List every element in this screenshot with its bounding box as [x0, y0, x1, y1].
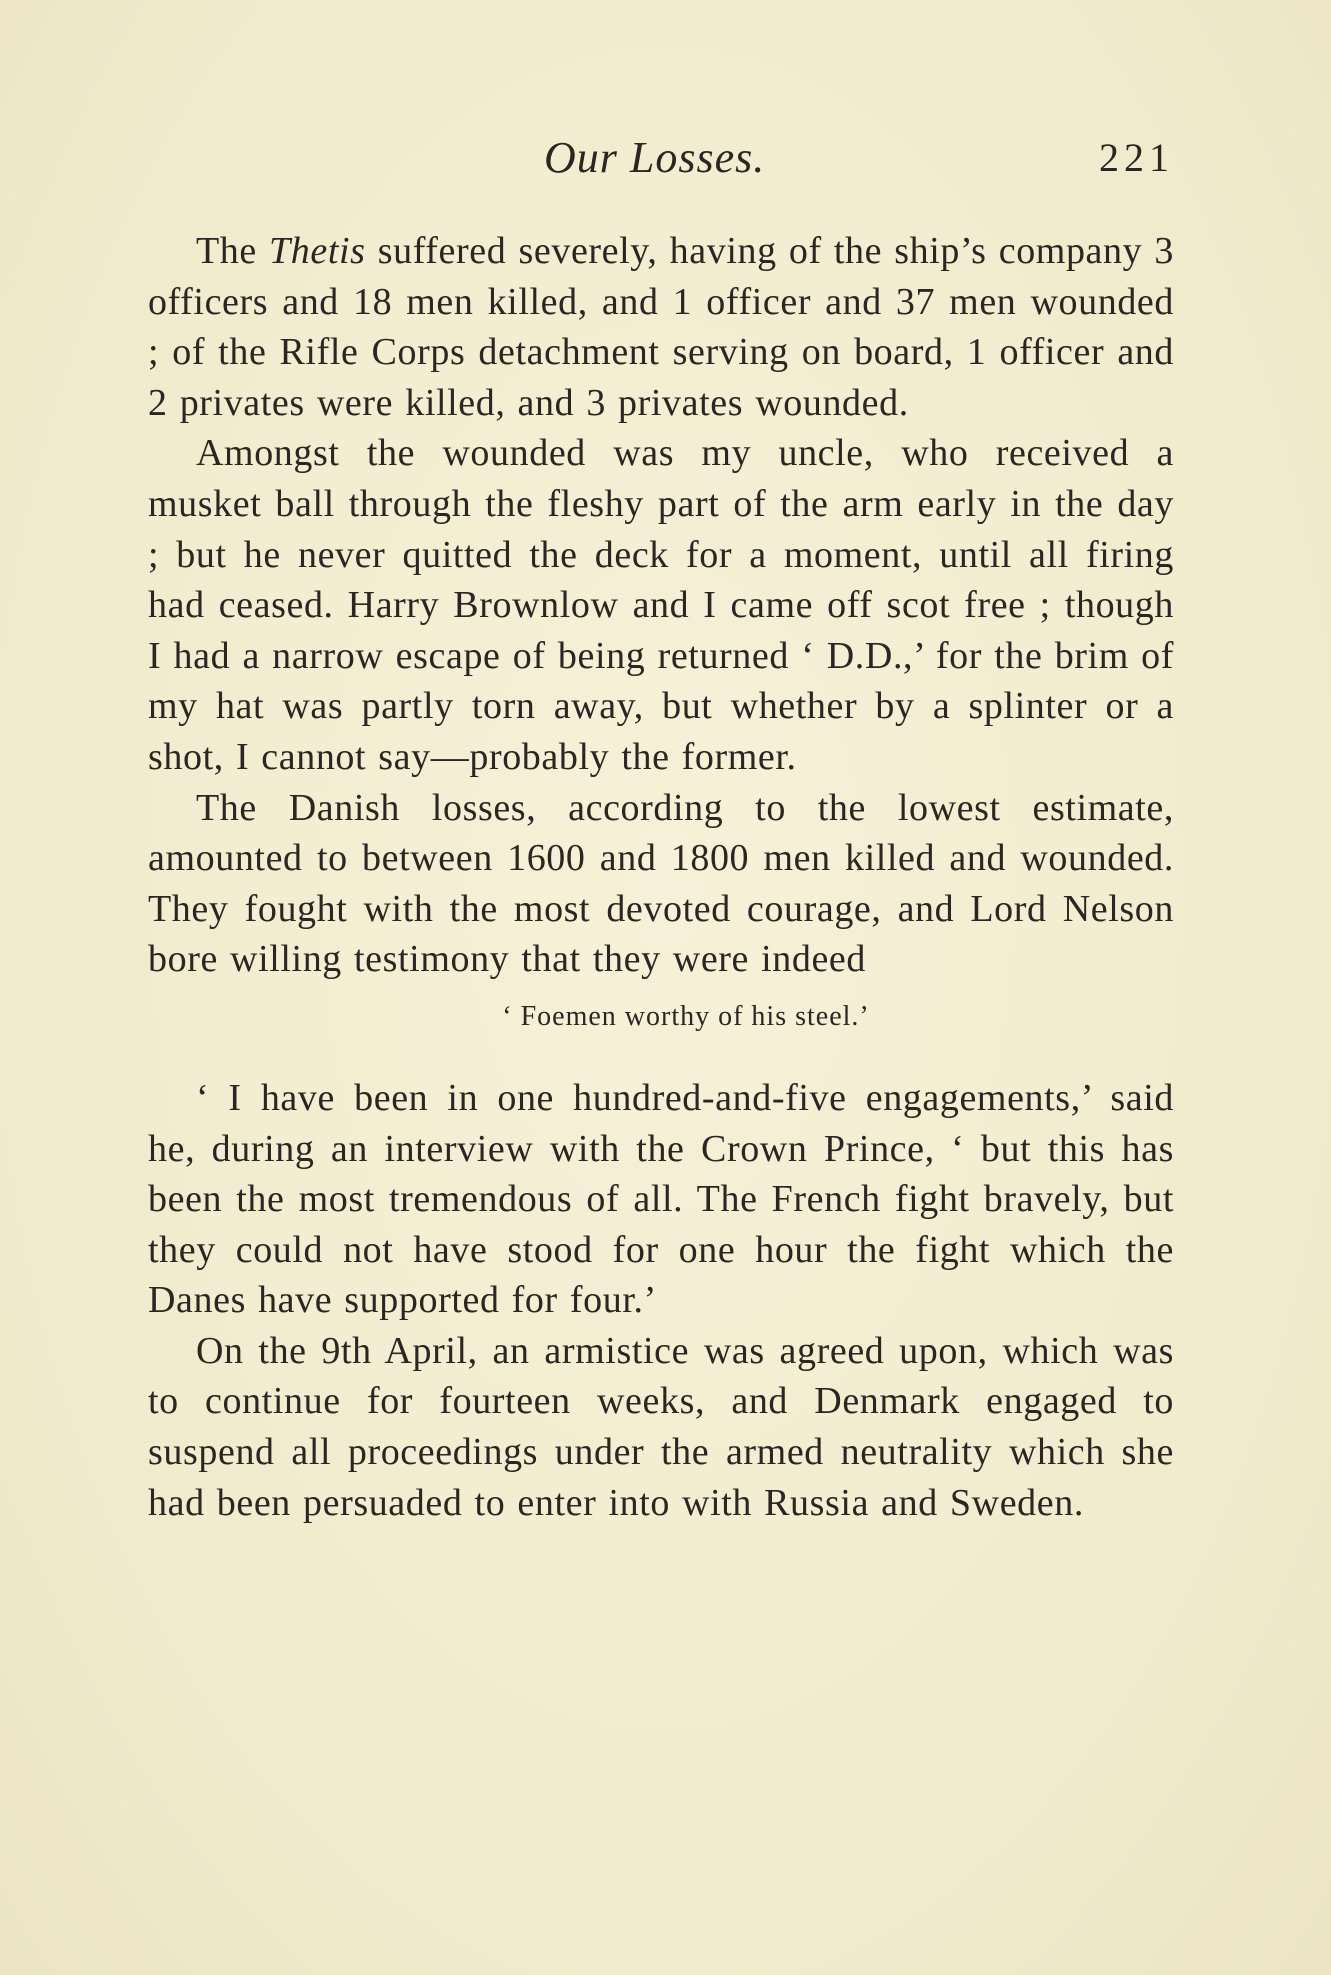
paragraph-armistice: On the 9th April, an armistice was agreed upon, which was to continue for fourteen weeks, and Denmark engaged to suspend all proceedings under the armed neutrality which she had been persuaded to enter into with Russia and Sweden.	[148, 1329, 1174, 1524]
paragraph-nelson-quote: ‘ I have been in one hundred-and-five engagements,’ said he, during an interview with the Crown Prince, ‘ but this has been the most tremendous of all. The French fight bravely, but they could not have stood for one hour the fight which the Danes have supported for four.’	[148, 1076, 1174, 1322]
paragraph-text: The	[196, 230, 270, 272]
paragraph-text: suffered severely, having of the ship’s company 3 officers and 18 men killed, and 1 officer and 37 men wounded ; of the Rifle Corps detachment serving on board, 1 officer and 2 privates were killed, and 3 privates wounded.	[148, 230, 1174, 424]
paragraph-danish-losses: The Danish losses, according to the lowest estimate, amounted to between 1600 and 1800 men killed and wounded. They fought with the most devoted courage, and Lord Nelson bore willing testimony that they were indeed	[148, 786, 1174, 981]
paragraph-wounded: Amongst the wounded was my uncle, who received a musket ball through the fleshy part of the arm early in the day ; but he never quitted the deck for a moment, until all firing had ceased. Harry Brownlow and I came off scot free ; though I had a narrow escape of being returned ‘ D.D.,’ for the brim of my hat was partly torn away, but whether by a splinter or a shot, I cannot say—probably the former.	[148, 432, 1174, 778]
body-text	[148, 226, 1174, 1528]
paragraph-thetis-losses	[148, 226, 1174, 428]
block-quote: ‘ Foemen worthy of his steel.’	[502, 1000, 870, 1032]
page-number: 221	[1099, 135, 1174, 180]
running-head	[148, 132, 1174, 192]
ship-name-italic: Thetis	[269, 230, 366, 272]
chapter-running-title: Our Losses.	[544, 133, 766, 182]
